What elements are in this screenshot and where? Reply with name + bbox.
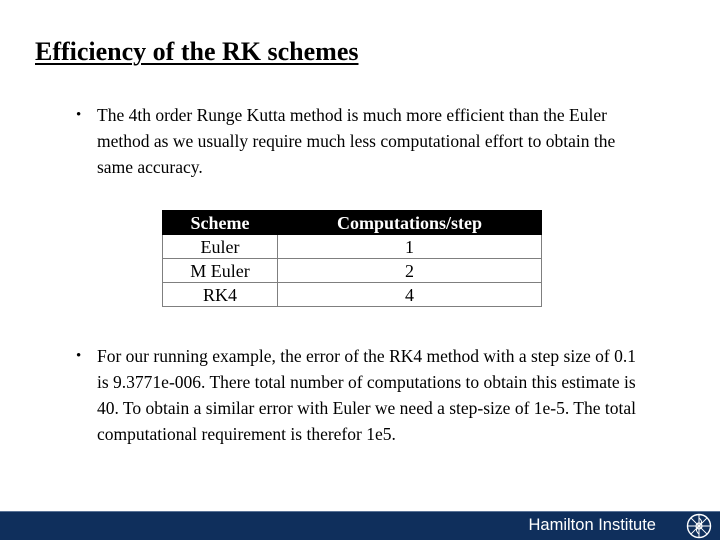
table-header-row [163,211,542,235]
table-cell-computations: 1 [278,235,542,259]
computations-table [162,210,542,307]
bullet-icon: • [76,348,82,364]
table-row [163,283,542,307]
table-cell-scheme: RK4 [163,283,278,307]
table-row [163,235,542,259]
table-cell-computations: 2 [278,259,542,283]
table-cell-scheme: Euler [163,235,278,259]
hamilton-logo-icon [686,513,712,539]
bullet-text: For our running example, the error of the RK4 method with a step size of 0.1 is 9.3771e-006. There total number of computations to obtain this estimate is 40. To obtain a similar error with Euler we need a step-size of 1e-5. The total computational requirement is therefor 1e5. [97,346,636,444]
institution-name: Hamilton Institute [528,516,656,534]
table-header-scheme: Scheme [163,211,278,235]
footer-bar [0,511,720,540]
bullet-icon: • [76,107,82,123]
bullet-point-running-example [76,343,646,447]
table-header-computations: Computations/step [278,211,542,235]
table-cell-scheme: M Euler [163,259,278,283]
table-cell-computations: 4 [278,283,542,307]
bullet-text: The 4th order Runge Kutta method is much more efficient than the Euler method as we usually require much less computational effort to obtain the same accuracy. [97,105,616,177]
bullet-point-rk-efficiency [76,102,646,180]
slide-title: Efficiency of the RK schemes [35,37,359,66]
table-row [163,259,542,283]
